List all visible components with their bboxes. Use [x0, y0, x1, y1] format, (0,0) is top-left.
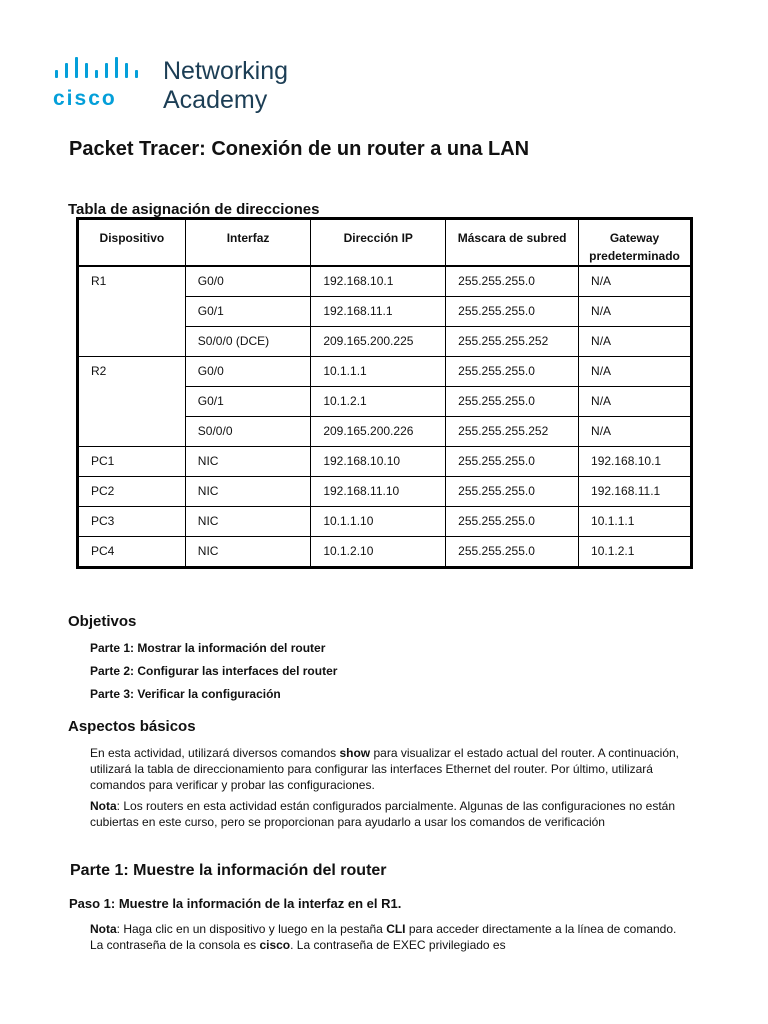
mask-cell: 255.255.255.0	[446, 476, 579, 506]
command-show: show	[339, 746, 371, 760]
interface-cell: S0/0/0 (DCE)	[185, 326, 311, 356]
mask-cell: 255.255.255.0	[446, 446, 579, 476]
device-cell: PC2	[79, 476, 186, 506]
cisco-networking-academy-logo	[53, 57, 289, 114]
ip-cell: 10.1.2.1	[311, 386, 446, 416]
interface-cell: NIC	[185, 506, 311, 536]
interface-cell: G0/0	[185, 356, 311, 386]
mask-cell: 255.255.255.0	[446, 356, 579, 386]
text-run: : Haga clic en un dispositivo y luego en la pestaña	[116, 922, 387, 936]
gateway-cell: 192.168.10.1	[579, 446, 691, 476]
ip-cell: 209.165.200.225	[311, 326, 446, 356]
objective-item: Parte 3: Verificar la configuración	[90, 687, 281, 701]
table-header-cell: Gateway predeterminado	[579, 220, 691, 267]
gateway-cell: 10.1.1.1	[579, 506, 691, 536]
cisco-wordmark: cisco	[53, 87, 117, 110]
gateway-cell: N/A	[579, 356, 691, 386]
table-header-cell: Máscara de subred	[446, 220, 579, 267]
document-title: Packet Tracer: Conexión de un router a una LAN	[69, 138, 530, 160]
ip-cell: 192.168.10.1	[311, 266, 446, 296]
background-note	[90, 798, 690, 830]
text-run: : Los routers en esta actividad están configurados parcialmente. Algunas de las configuraciones no están cubiertas en este curso, pero se proporcionan para ayudarlo a usar los comandos de verificación	[90, 799, 676, 829]
mask-cell: 255.255.255.0	[446, 506, 579, 536]
ip-cell: 192.168.11.1	[311, 296, 446, 326]
text-run: . La contraseña de EXEC privilegiado es	[290, 938, 506, 952]
interface-cell: G0/1	[185, 296, 311, 326]
table-header-cell: Dispositivo	[79, 220, 186, 267]
mask-cell: 255.255.255.252	[446, 416, 579, 446]
mask-cell: 255.255.255.0	[446, 296, 579, 326]
cisco-bars-icon	[53, 57, 153, 113]
gateway-cell: N/A	[579, 296, 691, 326]
text-run: para acceder directamente a la línea de comando. La contraseña de la consola es	[90, 922, 677, 952]
table-row	[79, 446, 691, 476]
part1-heading: Parte 1: Muestre la información del router	[70, 862, 387, 879]
table-row	[79, 476, 691, 506]
interface-cell: NIC	[185, 536, 311, 566]
table-header-row	[79, 220, 691, 267]
device-cell: R2	[79, 356, 186, 446]
address-table	[78, 219, 691, 567]
device-cell: PC3	[79, 506, 186, 536]
gateway-cell: N/A	[579, 266, 691, 296]
objective-item: Parte 1: Mostrar la información del router	[90, 641, 326, 655]
ip-cell: 209.165.200.226	[311, 416, 446, 446]
logo-text	[163, 57, 288, 115]
table-header-cell: Dirección IP	[311, 220, 446, 267]
mask-cell: 255.255.255.0	[446, 386, 579, 416]
table-row	[79, 356, 691, 386]
ip-cell: 192.168.11.10	[311, 476, 446, 506]
table-row	[79, 266, 691, 296]
device-cell: PC4	[79, 536, 186, 566]
table-row	[79, 536, 691, 566]
ip-cell: 10.1.1.10	[311, 506, 446, 536]
interface-cell: G0/0	[185, 266, 311, 296]
logo-line-1: Networking	[163, 57, 289, 85]
step1-heading: Paso 1: Muestre la información de la interfaz en el R1.	[69, 896, 402, 911]
ip-cell: 10.1.1.1	[311, 356, 446, 386]
text-run: para visualizar el estado actual del router. A continuación, utilizará la tabla de direccionamiento para configurar las interfaces Ethernet del router. Por último, utilizará comandos para verificar y probar las configuraciones.	[90, 746, 679, 792]
interface-cell: G0/1	[185, 386, 311, 416]
device-cell: R1	[79, 266, 186, 356]
interface-cell: NIC	[185, 476, 311, 506]
table-header-cell: Interfaz	[185, 220, 311, 267]
note-label: Nota	[90, 922, 117, 936]
background-paragraph	[90, 745, 690, 793]
interface-cell: NIC	[185, 446, 311, 476]
gateway-cell: N/A	[579, 416, 691, 446]
console-password: cisco	[259, 938, 291, 952]
text-run: En esta actividad, utilizará diversos comandos	[90, 746, 340, 760]
objective-item: Parte 2: Configurar las interfaces del router	[90, 664, 338, 678]
table-row	[79, 506, 691, 536]
part1-note	[90, 921, 690, 953]
mask-cell: 255.255.255.252	[446, 326, 579, 356]
objectives-heading: Objetivos	[68, 613, 137, 630]
cli-tab-label: CLI	[386, 922, 406, 936]
note-label: Nota	[90, 799, 117, 813]
background-heading: Aspectos básicos	[68, 718, 196, 735]
interface-cell: S0/0/0	[185, 416, 311, 446]
gateway-cell: 10.1.2.1	[579, 536, 691, 566]
gateway-cell: N/A	[579, 386, 691, 416]
ip-cell: 10.1.2.10	[311, 536, 446, 566]
gateway-cell: 192.168.11.1	[579, 476, 691, 506]
address-table-heading: Tabla de asignación de direcciones	[68, 201, 320, 218]
device-cell: PC1	[79, 446, 186, 476]
gateway-cell: N/A	[579, 326, 691, 356]
logo-line-2: Academy	[163, 86, 268, 114]
mask-cell: 255.255.255.0	[446, 266, 579, 296]
ip-cell: 192.168.10.10	[311, 446, 446, 476]
mask-cell: 255.255.255.0	[446, 536, 579, 566]
